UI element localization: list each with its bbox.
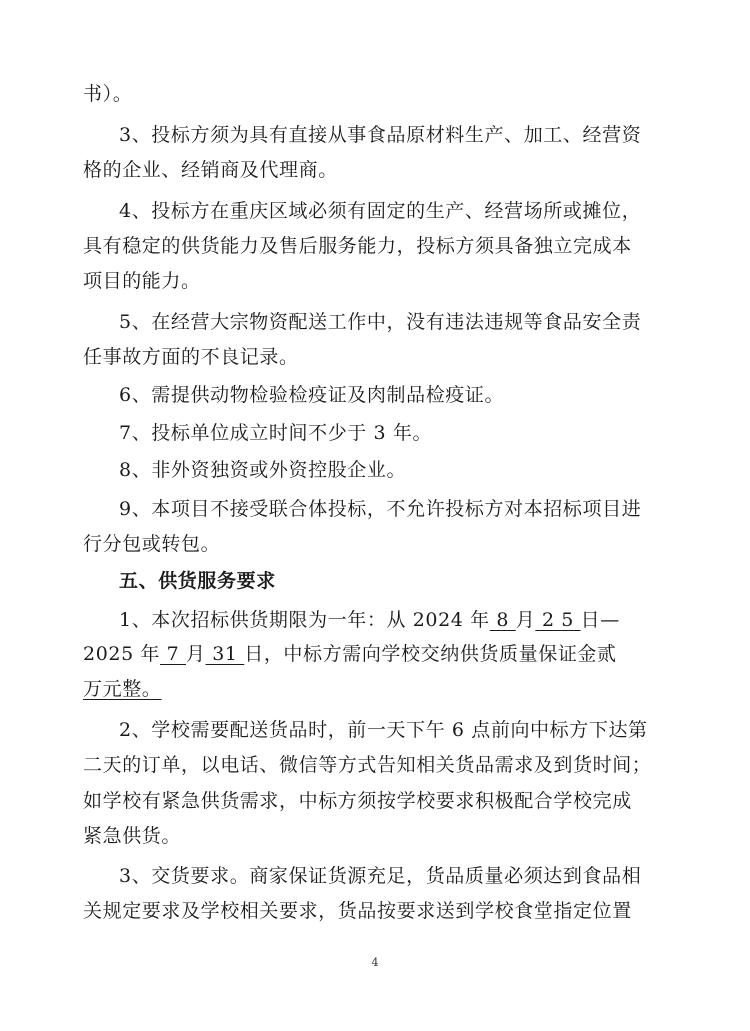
paragraph-line-item-9-cont: 行分包或转包。 — [83, 533, 221, 555]
day-dash: 日— — [580, 609, 620, 631]
paragraph-line-ordering: 2、学校需要配送货品时，前一天下午 6 点前向中标方下达第 — [119, 719, 648, 741]
deposit-amount: 万元整。 — [83, 678, 162, 700]
paragraph-line-delivery-cont: 关规定要求及学校相关要求，货品按要求送到学校食堂指定位置 — [83, 900, 632, 922]
paragraph-line-ordering-cont-2: 如学校有紧急供货需求，中标方须按学校要求积极配合学校完成 — [83, 790, 632, 812]
paragraph-line-item-7: 7、投标单位成立时间不少于 3 年。 — [119, 422, 433, 444]
paragraph-line-item-8: 8、非外资独资或外资控股企业。 — [119, 459, 407, 481]
paragraph-line-supply-period-cont — [83, 641, 617, 667]
paragraph-line-item-3: 3、投标方须为具有直接从事食品原材料生产、加工、经营资 — [119, 124, 642, 146]
paragraph-line-item-6: 6、需提供动物检验检疫证及肉制品检疫证。 — [119, 384, 505, 406]
end-month-char: 月 — [185, 643, 206, 665]
end-year: 2025 年 — [83, 643, 160, 665]
paragraph-line-ordering-cont-3: 紧急供货。 — [83, 825, 182, 847]
paragraph-line-item-3-cont: 格的企业、经销商及代理商。 — [83, 159, 338, 181]
end-month-value: 7 — [160, 643, 186, 665]
paragraph-line-ordering-cont-1: 二天的订单，以电话、微信等方式告知相关货品需求及到货时间； — [83, 754, 652, 776]
paragraph-line-continuation: 书）。 — [83, 83, 133, 105]
start-day-value: 2 5 — [535, 609, 581, 631]
paragraph-line-item-4: 4、投标方在重庆区域必须有固定的生产、经营场所或摊位， — [119, 200, 642, 222]
paragraph-line-item-5-cont: 任事故方面的不良记录。 — [83, 346, 299, 368]
start-month-value: 8 — [489, 609, 516, 631]
supply-period-prefix: 1、本次招标供货期限为一年：从 2024 年 — [119, 609, 490, 631]
month-char: 月 — [515, 609, 536, 631]
paragraph-line-supply-period — [119, 607, 620, 633]
end-day-value: 31 — [205, 643, 245, 665]
supply-period-tail: 日，中标方需向学校交纳供货质量保证金贰 — [244, 643, 617, 665]
paragraph-line-item-4-cont-2: 项目的能力。 — [83, 270, 201, 292]
paragraph-line-item-9: 9、本项目不接受联合体投标，不允许投标方对本招标项目进 — [119, 498, 642, 520]
paragraph-line-item-5: 5、在经营大宗物资配送工作中，没有违法违规等食品安全责 — [119, 311, 642, 333]
paragraph-line-delivery: 3、交货要求。商家保证货源充足，货品质量必须达到食品相 — [119, 865, 642, 887]
page-number: 4 — [371, 956, 379, 969]
section-heading: 五、供货服务要求 — [119, 570, 276, 592]
paragraph-line-deposit — [83, 676, 161, 702]
paragraph-line-item-4-cont-1: 具有稳定的供货能力及售后服务能力，投标方须具备独立完成本 — [83, 235, 632, 257]
